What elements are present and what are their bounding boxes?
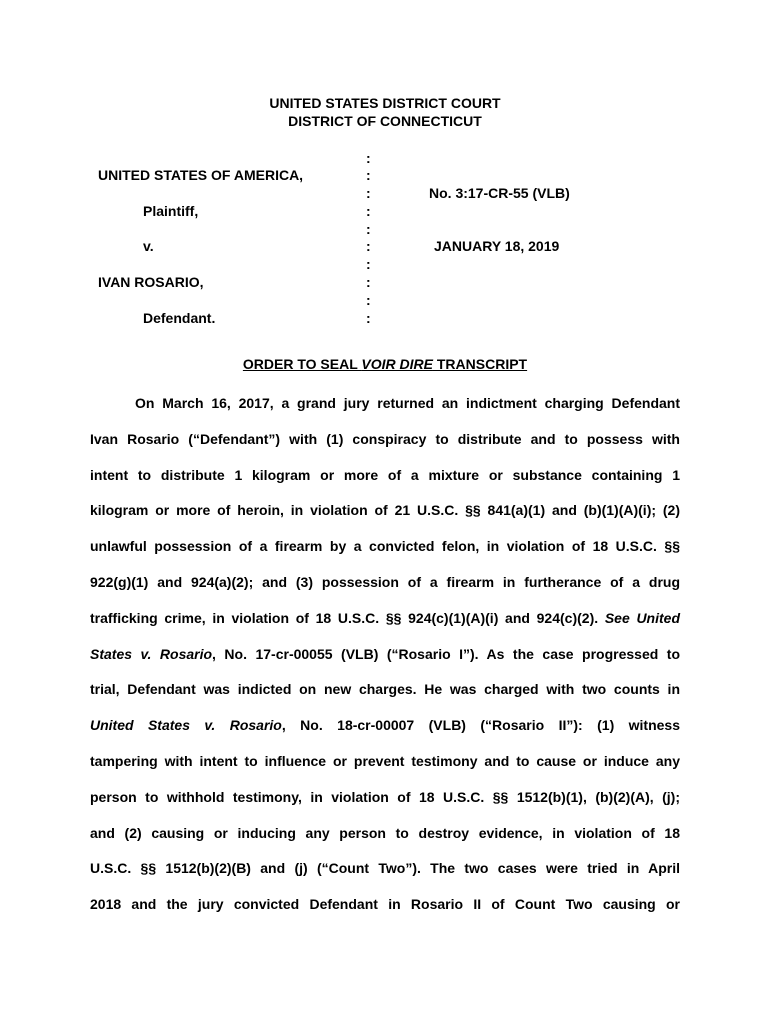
defendant-role: Defendant. [143,310,216,326]
caption-colon: : [366,256,371,272]
caption-colon: : [366,274,371,290]
caption-colon: : [366,185,371,201]
defendant-name: IVAN ROSARIO, [98,274,204,290]
caption-colon: : [366,150,371,166]
body-line: tampering with intent to influence or prevent testimony and to cause or induce any [90,752,680,769]
body-line [90,708,680,744]
citation-italic: United States v. Rosario [90,717,282,734]
citation-italic: States v. Rosario [90,645,213,662]
case-number: No. 3:17-CR-55 (VLB) [429,185,570,201]
caption-colon: : [366,292,371,308]
body-line: and (2) causing or inducing any person to destroy evidence, in violation of 18 [90,824,680,841]
body-line: unlawful possession of a firearm by a convicted felon, in violation of 18 U.S.C. §§ [90,538,680,555]
body-line: Ivan Rosario (“Defendant”) with (1) conspiracy to distribute and to possess with [90,430,680,447]
body-line: 2018 and the jury convicted Defendant in Rosario II of Count Two causing or [90,896,680,913]
body-line [90,601,680,637]
caption-colon: : [366,310,371,326]
body-line: kilogram or more of heroin, in violation of 21 U.S.C. §§ 841(a)(1) and (b)(1)(A)(i); (2) [90,502,680,519]
order-title-italic: VOIR DIRE [361,356,433,372]
body-line: 922(g)(1) and 924(a)(2); and (3) possession of a firearm in furtherance of a drug [90,573,680,590]
body-text-run: , No. 18-cr-00007 (VLB) (“Rosario II”): (1) witness [281,717,680,734]
order-body [90,386,680,923]
body-line: trial, Defendant was indicted on new charges. He was charged with two counts in [90,681,680,698]
citation-italic: See United [604,609,680,626]
caption-colon: : [366,238,371,254]
plaintiff-name: UNITED STATES OF AMERICA, [98,167,304,183]
body-line: U.S.C. §§ 1512(b)(2)(B) and (j) (“Count Two”). The two cases were tried in April [90,860,680,877]
court-name: UNITED STATES DISTRICT COURT [269,95,501,111]
caption-colon: : [366,203,371,219]
order-title [0,355,770,373]
order-title-part1: ORDER TO SEAL [242,356,362,372]
versus: v. [143,238,154,254]
body-line [90,637,680,673]
plaintiff-role: Plaintiff, [143,203,199,219]
filing-date: JANUARY 18, 2019 [434,238,560,254]
caption-colon: : [366,167,371,183]
body-line: On March 16, 2017, a grand jury returned an indictment charging Defendant [135,395,680,411]
body-text-run: trafficking crime, in violation of 18 U.S.C. §§ 924(c)(1)(A)(i) and 924(c)(2). [90,609,605,626]
body-text-run: , No. 17-cr-00055 (VLB) (“Rosario I”). As the case progressed to [212,645,681,662]
body-line: intent to distribute 1 kilogram or more of a mixture or substance containing 1 [90,466,680,483]
order-title-part2: TRANSCRIPT [432,356,528,372]
court-district: DISTRICT OF CONNECTICUT [288,113,482,129]
body-line: person to withhold testimony, in violation of 18 U.S.C. §§ 1512(b)(1), (b)(2)(A), (j); [90,788,680,805]
caption-colon: : [366,221,371,237]
